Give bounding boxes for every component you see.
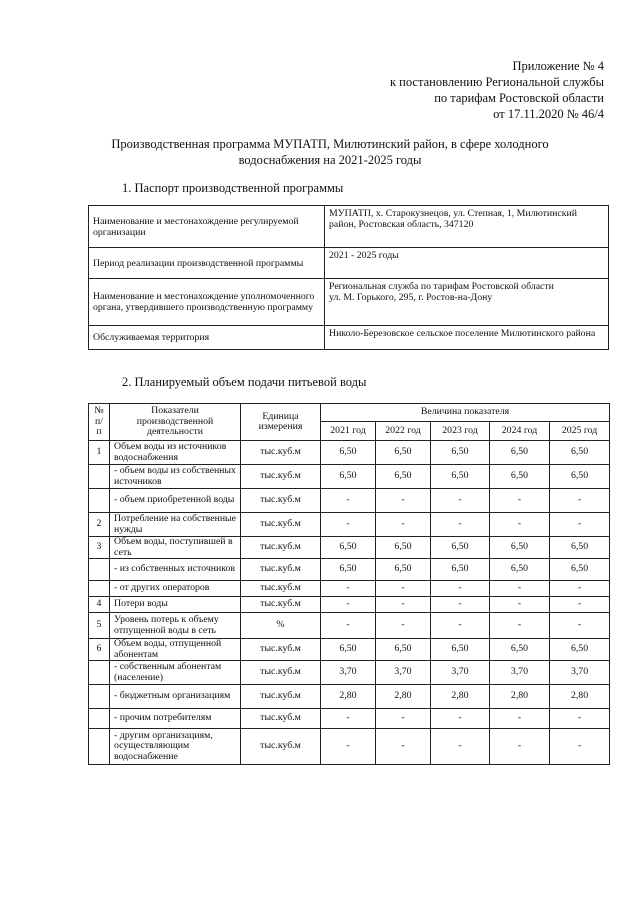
- header-unit: Единица измерения: [241, 404, 321, 441]
- row-unit: %: [241, 613, 321, 639]
- row-number: 6: [89, 639, 110, 661]
- table-row: [89, 597, 610, 613]
- row-value: -: [321, 581, 376, 597]
- header-year: 2023 год: [431, 422, 490, 441]
- row-value: -: [431, 613, 490, 639]
- row-indicator: Объем воды из источников водоснабжения: [110, 441, 241, 465]
- row-value: -: [321, 709, 376, 729]
- row-number: [89, 661, 110, 685]
- row-value: 6,50: [376, 639, 431, 661]
- row-value: 6,50: [431, 559, 490, 581]
- row-value: 6,50: [321, 441, 376, 465]
- passport-value: Николо-Березовское сельское поселение Милютинского района: [325, 326, 609, 350]
- row-indicator: - от других операторов: [110, 581, 241, 597]
- row-value: 3,70: [490, 661, 550, 685]
- row-value: -: [490, 513, 550, 537]
- row-indicator: - из собственных источников: [110, 559, 241, 581]
- row-unit: тыс.куб.м: [241, 581, 321, 597]
- passport-key: Наименование и местонахождение регулируемой организации: [89, 206, 325, 248]
- row-indicator: - собственным абонентам (население): [110, 661, 241, 685]
- row-value: 6,50: [550, 559, 610, 581]
- passport-value: Региональная служба по тарифам Ростовской области ул. М. Горького, 295, г. Ростов-на-Дону: [325, 279, 609, 326]
- row-value: 6,50: [431, 465, 490, 489]
- row-value: 6,50: [550, 537, 610, 559]
- row-value: 6,50: [376, 465, 431, 489]
- row-value: -: [376, 729, 431, 765]
- row-value: 6,50: [376, 537, 431, 559]
- row-value: 6,50: [490, 559, 550, 581]
- row-value: -: [431, 709, 490, 729]
- row-value: 6,50: [431, 537, 490, 559]
- header-year: 2024 год: [490, 422, 550, 441]
- row-value: -: [431, 581, 490, 597]
- row-value: -: [431, 513, 490, 537]
- row-value: 2,80: [550, 685, 610, 709]
- appendix-block: [390, 58, 604, 122]
- row-value: -: [321, 513, 376, 537]
- row-value: -: [376, 709, 431, 729]
- row-value: 3,70: [321, 661, 376, 685]
- header-year: 2022 год: [376, 422, 431, 441]
- row-value: -: [321, 613, 376, 639]
- row-value: 6,50: [490, 639, 550, 661]
- table-row: [89, 559, 610, 581]
- appendix-line: по тарифам Ростовской области: [434, 91, 604, 105]
- row-value: -: [376, 597, 431, 613]
- table-row: [89, 639, 610, 661]
- row-value: -: [431, 597, 490, 613]
- row-value: -: [550, 613, 610, 639]
- row-value: -: [376, 613, 431, 639]
- row-unit: тыс.куб.м: [241, 441, 321, 465]
- row-indicator: - объем приобретенной воды: [110, 489, 241, 513]
- row-value: -: [431, 489, 490, 513]
- row-value: -: [550, 581, 610, 597]
- row-value: 2,80: [321, 685, 376, 709]
- row-value: -: [490, 709, 550, 729]
- row-value: -: [550, 729, 610, 765]
- header-number: № п/п: [89, 404, 110, 441]
- row-value: -: [376, 513, 431, 537]
- row-unit: тыс.куб.м: [241, 465, 321, 489]
- row-value: -: [490, 581, 550, 597]
- row-value: -: [490, 613, 550, 639]
- row-value: -: [376, 489, 431, 513]
- row-indicator: Потребление на собственные нужды: [110, 513, 241, 537]
- row-value: 6,50: [490, 465, 550, 489]
- table-row: [89, 441, 610, 465]
- row-value: 2,80: [490, 685, 550, 709]
- row-indicator: - прочим потребителям: [110, 709, 241, 729]
- table-row: [89, 489, 610, 513]
- passport-key: Обслуживаемая территория: [89, 326, 325, 350]
- row-indicator: Потери воды: [110, 597, 241, 613]
- row-value: 2,80: [431, 685, 490, 709]
- row-number: [89, 709, 110, 729]
- row-number: [89, 685, 110, 709]
- table-row: [89, 581, 610, 597]
- document-title: [60, 136, 600, 168]
- row-value: -: [321, 597, 376, 613]
- row-number: 3: [89, 537, 110, 559]
- row-unit: тыс.куб.м: [241, 559, 321, 581]
- table-row: [89, 513, 610, 537]
- row-number: [89, 729, 110, 765]
- row-value: -: [321, 489, 376, 513]
- passport-key: Период реализации производственной программы: [89, 248, 325, 279]
- passport-row: [89, 206, 609, 248]
- row-value: -: [550, 709, 610, 729]
- row-unit: тыс.куб.м: [241, 513, 321, 537]
- row-value: 6,50: [431, 441, 490, 465]
- table-row: [89, 709, 610, 729]
- row-unit: тыс.куб.м: [241, 597, 321, 613]
- row-unit: тыс.куб.м: [241, 729, 321, 765]
- row-value: -: [490, 597, 550, 613]
- row-number: 2: [89, 513, 110, 537]
- row-number: 5: [89, 613, 110, 639]
- row-value: 3,70: [550, 661, 610, 685]
- water-volume-table: [88, 403, 610, 765]
- passport-table: [88, 205, 609, 350]
- table-row: [89, 613, 610, 639]
- row-number: 4: [89, 597, 110, 613]
- table-row: [89, 661, 610, 685]
- row-value: -: [550, 597, 610, 613]
- row-value: 6,50: [550, 465, 610, 489]
- row-unit: тыс.куб.м: [241, 661, 321, 685]
- passport-value: МУПАТП, х. Старокузнецов, ул. Степная, 1, Милютинский район, Ростовская область, 347120: [325, 206, 609, 248]
- row-indicator: Уровень потерь к объему отпущенной воды в сеть: [110, 613, 241, 639]
- volume-table-body: [89, 441, 610, 765]
- header-indicator: Показатели производственной деятельности: [110, 404, 241, 441]
- appendix-line: Приложение № 4: [512, 59, 604, 73]
- row-value: 3,70: [376, 661, 431, 685]
- row-unit: тыс.куб.м: [241, 685, 321, 709]
- table-row: [89, 465, 610, 489]
- row-value: 6,50: [376, 441, 431, 465]
- row-indicator: Объем воды, поступившей в сеть: [110, 537, 241, 559]
- row-indicator: - бюджетным организациям: [110, 685, 241, 709]
- row-value: -: [321, 729, 376, 765]
- row-number: [89, 581, 110, 597]
- row-value: -: [550, 489, 610, 513]
- row-value: 2,80: [376, 685, 431, 709]
- row-number: 1: [89, 441, 110, 465]
- appendix-line: к постановлению Региональной службы: [389, 75, 604, 89]
- row-indicator: - другим организациям, осуществляющим водоснабжение: [110, 729, 241, 765]
- passport-key: Наименование и местонахождение уполномоченного органа, утвердившего производственную программу: [89, 279, 325, 326]
- table-row: [89, 685, 610, 709]
- row-value: 6,50: [321, 559, 376, 581]
- row-value: 6,50: [550, 441, 610, 465]
- row-value: 6,50: [321, 465, 376, 489]
- row-value: 6,50: [321, 537, 376, 559]
- row-unit: тыс.куб.м: [241, 489, 321, 513]
- row-number: [89, 465, 110, 489]
- table-row: [89, 537, 610, 559]
- section-heading-volume: 2. Планируемый объем подачи питьевой воды: [122, 375, 367, 389]
- header-row: [89, 404, 610, 422]
- row-value: 3,70: [431, 661, 490, 685]
- title-line: водоснабжения на 2021-2025 годы: [238, 153, 422, 167]
- passport-row: [89, 248, 609, 279]
- header-year: 2021 год: [321, 422, 376, 441]
- row-value: -: [550, 513, 610, 537]
- appendix-line: от 17.11.2020 № 46/4: [493, 107, 604, 121]
- row-value: -: [490, 489, 550, 513]
- header-value: Величина показателя: [321, 404, 610, 422]
- row-value: 6,50: [550, 639, 610, 661]
- row-indicator: Объем воды, отпущенной абонентам: [110, 639, 241, 661]
- passport-row: [89, 279, 609, 326]
- section-heading-passport: 1. Паспорт производственной программы: [122, 181, 344, 195]
- row-value: 6,50: [490, 537, 550, 559]
- row-number: [89, 559, 110, 581]
- table-row: [89, 729, 610, 765]
- header-year: 2025 год: [550, 422, 610, 441]
- row-value: 6,50: [376, 559, 431, 581]
- passport-value: 2021 - 2025 годы: [325, 248, 609, 279]
- row-value: 6,50: [321, 639, 376, 661]
- row-value: 6,50: [431, 639, 490, 661]
- passport-row: [89, 326, 609, 350]
- row-number: [89, 489, 110, 513]
- row-value: -: [376, 581, 431, 597]
- row-value: -: [431, 729, 490, 765]
- row-indicator: - объем воды из собственных источников: [110, 465, 241, 489]
- row-unit: тыс.куб.м: [241, 537, 321, 559]
- title-line: Производственная программа МУПАТП, Милютинский район, в сфере холодного: [111, 137, 549, 151]
- row-unit: тыс.куб.м: [241, 639, 321, 661]
- row-unit: тыс.куб.м: [241, 709, 321, 729]
- row-value: 6,50: [490, 441, 550, 465]
- row-value: -: [490, 729, 550, 765]
